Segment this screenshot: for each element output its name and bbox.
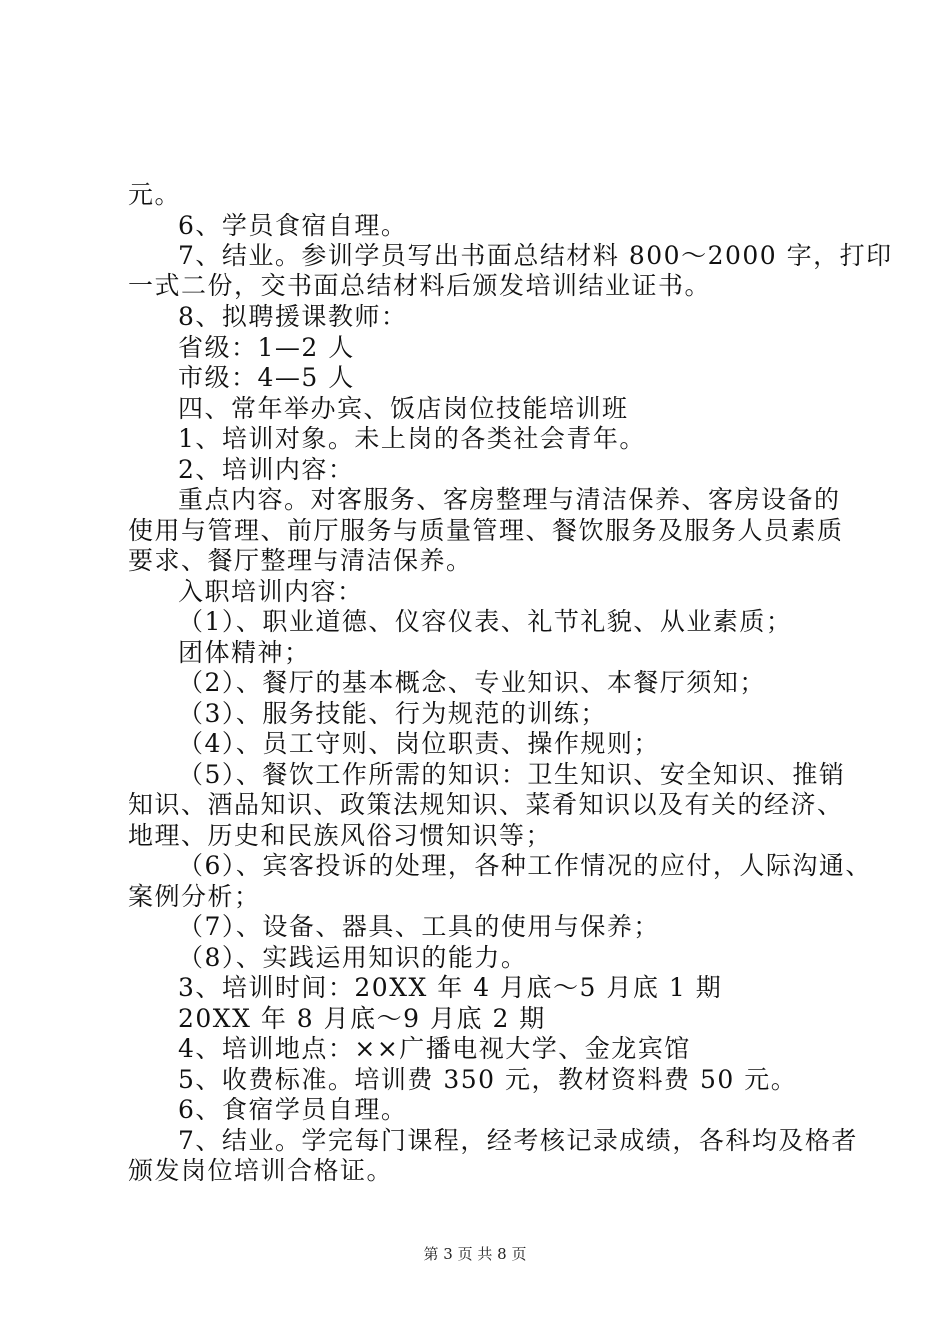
text-line: （3）、服务技能、行为规范的训练； [178, 699, 607, 728]
text-line: 颁发岗位培训合格证。 [128, 1156, 394, 1185]
text-line: （4）、员工守则、岗位职责、操作规则； [178, 729, 660, 758]
text-line: 知识、酒品知识、政策法规知识、菜肴知识以及有关的经济、 [128, 790, 844, 819]
text-line: 20XX 年 8 月底～9 月底 2 期 [178, 1004, 546, 1033]
text-line: 1、培训对象。未上岗的各类社会青年。 [178, 424, 646, 453]
text-line: 2、培训内容： [178, 455, 355, 484]
text-line: 四、常年举办宾、饭店岗位技能培训班 [178, 394, 629, 423]
text-line: （8）、实践运用知识的能力。 [178, 943, 528, 972]
text-line: 元。 [128, 180, 182, 209]
text-line: 6、学员食宿自理。 [178, 211, 408, 240]
text-line: 4、培训地点：××广播电视大学、金龙宾馆 [178, 1034, 691, 1063]
page-footer: 第 3 页 共 8 页 [423, 1245, 527, 1263]
text-line: 7、结业。参训学员写出书面总结材料 800～2000 字，打印 [178, 241, 893, 270]
text-line: 地理、历史和民族风俗习惯知识等； [128, 821, 553, 850]
text-line: （1）、职业道德、仪容仪表、礼节礼貌、从业素质； [178, 607, 793, 636]
text-line: （2）、餐厅的基本概念、专业知识、本餐厅须知； [178, 668, 766, 697]
text-line: 市级：4—5 人 [178, 363, 355, 392]
text-line: 一式二份，交书面总结材料后颁发培训结业证书。 [128, 271, 712, 300]
text-line: 案例分析； [128, 882, 261, 911]
text-line: 7、结业。学完每门课程，经考核记录成绩，各科均及格者 [178, 1126, 858, 1155]
text-line: 入职培训内容： [178, 577, 364, 606]
text-line: 3、培训时间：20XX 年 4 月底～5 月底 1 期 [178, 973, 723, 1002]
text-line: 省级：1—2 人 [178, 333, 355, 362]
text-line: 团体精神； [178, 638, 311, 667]
text-line: 5、收费标准。培训费 350 元，教材资料费 50 元。 [178, 1065, 798, 1094]
text-line: （7）、设备、器具、工具的使用与保养； [178, 912, 660, 941]
text-line: （6）、宾客投诉的处理，各种工作情况的应付，人际沟通、 [178, 851, 872, 880]
text-line: 重点内容。对客服务、客房整理与清洁保养、客房设备的 [178, 485, 841, 514]
text-line: 使用与管理、前厅服务与质量管理、餐饮服务及服务人员素质 [128, 516, 844, 545]
text-line: 8、拟聘援课教师： [178, 302, 408, 331]
text-line: 要求、餐厅整理与清洁保养。 [128, 546, 473, 575]
text-line: （5）、餐饮工作所需的知识：卫生知识、安全知识、推销 [178, 760, 846, 789]
text-line: 6、食宿学员自理。 [178, 1095, 408, 1124]
